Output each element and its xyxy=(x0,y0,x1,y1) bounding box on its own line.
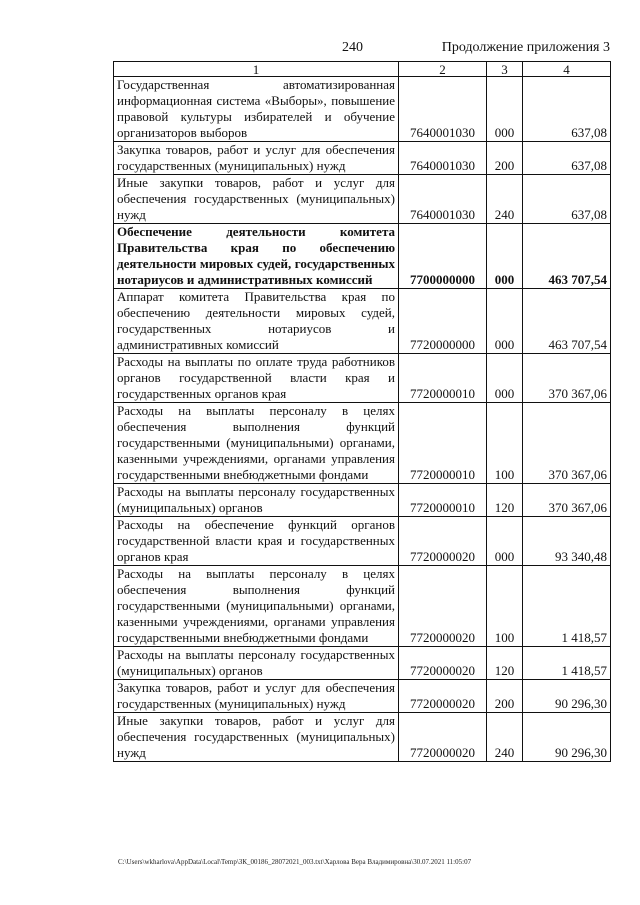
row-amount: 637,08 xyxy=(523,142,611,175)
row-expense-type: 120 xyxy=(487,647,523,680)
row-name: Обеспечение деятельности комитета Правительства края по обеспечению деятельности мировых судей, государственных нотариусов и административных комиссий xyxy=(114,224,399,289)
row-amount: 637,08 xyxy=(523,77,611,142)
row-name: Государственная автоматизированная информационная система «Выборы», повышение правовой культуры избирателей и обучение организаторов выборов xyxy=(114,77,399,142)
footer-path: C:\Users\wkharlova\AppData\Local\Temp\ЗК_00186_28072021_003.txt\Харлова Вера Владимировна\30.07.2021 11:05:07 xyxy=(118,858,472,866)
continuation-label: Продолжение приложения 3 xyxy=(441,40,610,55)
row-name: Иные закупки товаров, работ и услуг для обеспечения государственных (муниципальных) нужд xyxy=(114,175,399,224)
table-row xyxy=(114,680,611,713)
row-code: 7720000010 xyxy=(399,354,487,403)
row-amount: 463 707,54 xyxy=(523,224,611,289)
column-header: 4 xyxy=(523,62,611,77)
column-header: 1 xyxy=(114,62,399,77)
table-row xyxy=(114,566,611,647)
row-amount: 1 418,57 xyxy=(523,647,611,680)
row-expense-type: 200 xyxy=(487,680,523,713)
row-code: 7720000020 xyxy=(399,517,487,566)
row-expense-type: 200 xyxy=(487,142,523,175)
row-code: 7720000020 xyxy=(399,647,487,680)
row-amount: 90 296,30 xyxy=(523,713,611,762)
table-row xyxy=(114,517,611,566)
row-name: Расходы на выплаты персоналу в целях обеспечения выполнения функций государственными (муниципальными) органами, казенными учреждениями, органами управления государственными внебюджетными фондами xyxy=(114,566,399,647)
row-amount: 1 418,57 xyxy=(523,566,611,647)
row-name: Расходы на выплаты персоналу в целях обеспечения выполнения функций государственными (муниципальными) органами, казенными учреждениями, органами управления государственными внебюджетными фондами xyxy=(114,403,399,484)
row-amount: 370 367,06 xyxy=(523,484,611,517)
row-code: 7720000010 xyxy=(399,484,487,517)
row-amount: 370 367,06 xyxy=(523,403,611,484)
table-row xyxy=(114,142,611,175)
row-code: 7720000020 xyxy=(399,566,487,647)
column-header: 2 xyxy=(399,62,487,77)
row-expense-type: 100 xyxy=(487,403,523,484)
row-code: 7720000000 xyxy=(399,289,487,354)
row-name: Расходы на выплаты персоналу государственных (муниципальных) органов xyxy=(114,484,399,517)
row-expense-type: 240 xyxy=(487,713,523,762)
row-name: Расходы на обеспечение функций органов государственной власти края и государственных органов края xyxy=(114,517,399,566)
row-amount: 463 707,54 xyxy=(523,289,611,354)
row-name: Расходы на выплаты персоналу государственных (муниципальных) органов xyxy=(114,647,399,680)
row-code: 7640001030 xyxy=(399,77,487,142)
table-header-row xyxy=(114,62,611,77)
row-expense-type: 000 xyxy=(487,354,523,403)
row-amount: 90 296,30 xyxy=(523,680,611,713)
table-row xyxy=(114,77,611,142)
row-code: 7700000000 xyxy=(399,224,487,289)
row-code: 7640001030 xyxy=(399,175,487,224)
row-expense-type: 000 xyxy=(487,77,523,142)
row-expense-type: 000 xyxy=(487,289,523,354)
table-body xyxy=(114,77,611,762)
row-code: 7720000020 xyxy=(399,713,487,762)
table-row xyxy=(114,713,611,762)
row-name: Аппарат комитета Правительства края по обеспечению деятельности мировых судей, государственных нотариусов и административных комиссий xyxy=(114,289,399,354)
row-code: 7720000020 xyxy=(399,680,487,713)
row-expense-type: 000 xyxy=(487,517,523,566)
row-amount: 93 340,48 xyxy=(523,517,611,566)
budget-table xyxy=(113,61,611,762)
table-row xyxy=(114,224,611,289)
table-row xyxy=(114,403,611,484)
table-row xyxy=(114,354,611,403)
table-row xyxy=(114,175,611,224)
row-expense-type: 240 xyxy=(487,175,523,224)
row-name: Закупка товаров, работ и услуг для обеспечения государственных (муниципальных) нужд xyxy=(114,680,399,713)
row-name: Расходы на выплаты по оплате труда работников органов государственной власти края и государственных органов края xyxy=(114,354,399,403)
page-number: 240 xyxy=(342,40,363,55)
row-expense-type: 000 xyxy=(487,224,523,289)
table-row xyxy=(114,289,611,354)
row-expense-type: 100 xyxy=(487,566,523,647)
row-name: Иные закупки товаров, работ и услуг для обеспечения государственных (муниципальных) нужд xyxy=(114,713,399,762)
row-amount: 370 367,06 xyxy=(523,354,611,403)
table-row xyxy=(114,647,611,680)
row-code: 7640001030 xyxy=(399,142,487,175)
row-expense-type: 120 xyxy=(487,484,523,517)
row-code: 7720000010 xyxy=(399,403,487,484)
row-amount: 637,08 xyxy=(523,175,611,224)
column-header: 3 xyxy=(487,62,523,77)
table-row xyxy=(114,484,611,517)
row-name: Закупка товаров, работ и услуг для обеспечения государственных (муниципальных) нужд xyxy=(114,142,399,175)
